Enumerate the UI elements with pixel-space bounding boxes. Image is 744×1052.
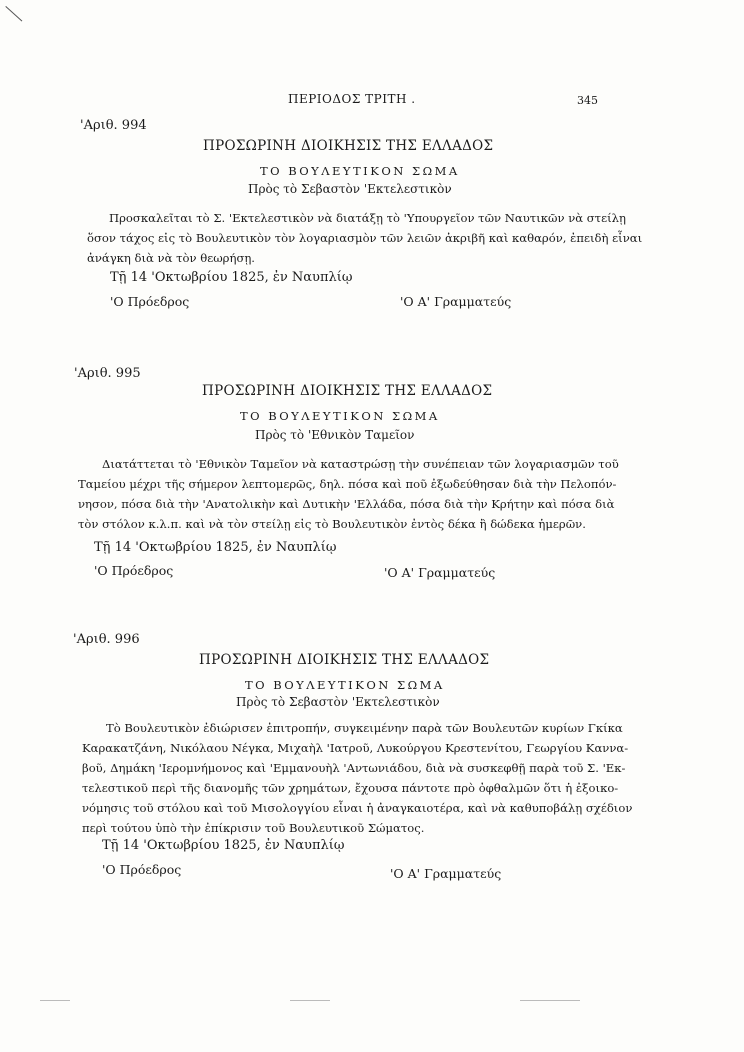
signature-president: 'Ο Πρόεδρος: [94, 563, 174, 578]
signature-president: 'Ο Πρόεδρος: [102, 862, 182, 877]
issuing-body: ΤΟ ΒΟΥΛΕΥΤΙΚΟΝ ΣΩΜΑ: [260, 164, 460, 178]
document-title: ΠΡΟΣΩΡΙΝΗ ΔΙΟΙΚΗΣΙΣ ΤΗΣ ΕΛΛΑΔΟΣ: [203, 138, 494, 154]
text-line: τὸν στόλον κ.λ.π. καὶ νὰ τὸν στείλῃ εἰς τὸ Βουλευτικὸν ἐντὸς δέκα ἢ δώδεκα ἡμερῶν.: [78, 517, 586, 531]
text-line: νησον, πόσα διὰ τὴν 'Ανατολικὴν καὶ Δυτικὴν 'Ελλάδα, πόσα διὰ τὴν Κρήτην καὶ πόσα διὰ: [78, 497, 615, 511]
text-line: Ταμείου μέχρι τῆς σήμερον λεπτομερῶς, δηλ. πόσα καὶ ποῦ ἐξωδεύθησαν διὰ τὴν Πελοπόν-: [78, 477, 617, 491]
document-text: [82, 718, 633, 838]
text-line: ὅσον τάχος εἰς τὸ Βουλευτικὸν τὸν λογαριασμὸν τῶν λειῶν ἀκριβῆ καὶ καθαρόν, ἐπειδὴ εἶναι: [87, 231, 643, 245]
text-line: ἀνάγκη διὰ νὰ τὸν θεωρήσῃ.: [87, 251, 255, 265]
document-text: [78, 454, 619, 534]
document-date: Τῇ 14 'Οκτωβρίου 1825, ἐν Ναυπλίῳ: [94, 540, 337, 555]
document-number: 'Αριθ. 994: [80, 118, 147, 133]
text-line: Καρακατζάνη, Νικόλαου Νέγκα, Μιχαὴλ 'Ιατροῦ, Λυκούργου Κρεστενίτου, Γεωργίου Καννα-: [82, 741, 629, 755]
document-date: Τῇ 14 'Οκτωβρίου 1825, ἐν Ναυπλίῳ: [102, 838, 345, 853]
text-line: Διατάττεται τὸ 'Εθνικὸν Ταμεῖον νὰ καταστρώσῃ τὴν συνέπειαν τῶν λογαριασμῶν τοῦ: [102, 457, 619, 471]
text-line: περὶ τούτου ὑπὸ τὴν ἐπίκρισιν τοῦ Βουλευτικοῦ Σώματος.: [82, 821, 425, 835]
document-title: ΠΡΟΣΩΡΙΝΗ ΔΙΟΙΚΗΣΙΣ ΤΗΣ ΕΛΛΑΔΟΣ: [202, 383, 493, 399]
scan-speck: [520, 1000, 580, 1001]
signature-secretary: 'Ο Α' Γραμματεύς: [400, 294, 512, 309]
scan-speck: [40, 1000, 70, 1001]
text-line: Τὸ Βουλευτικὸν ἐδιώρισεν ἐπιτροπήν, συγκειμένην παρὰ τῶν Βουλευτῶν κυρίων Γκίκα: [106, 721, 623, 735]
signature-secretary: 'Ο Α' Γραμματεύς: [390, 866, 502, 881]
document-title: ΠΡΟΣΩΡΙΝΗ ΔΙΟΙΚΗΣΙΣ ΤΗΣ ΕΛΛΑΔΟΣ: [199, 652, 490, 668]
addressee: Πρὸς τὸ Σεβαστὸν 'Εκτελεστικὸν: [248, 182, 452, 196]
text-line: Προσκαλεῖται τὸ Σ. 'Εκτελεστικὸν νὰ διατάξῃ τὸ 'Υπουργεῖον τῶν Ναυτικῶν νὰ στείλῃ: [109, 211, 626, 225]
signature-president: 'Ο Πρόεδρος: [110, 294, 190, 309]
addressee: Πρὸς τὸ Σεβαστὸν 'Εκτελεστικὸν: [236, 695, 440, 709]
page-number: 345: [577, 94, 598, 107]
scan-speck: [290, 1000, 330, 1001]
issuing-body: ΤΟ ΒΟΥΛΕΥΤΙΚΟΝ ΣΩΜΑ: [245, 678, 445, 692]
text-line: τελεστικοῦ περὶ τῆς διανομῆς τῶν χρημάτων, ἔχουσα πάντοτε πρὸ ὀφθαλμῶν ὅτι ἡ ἐξοικο-: [82, 781, 619, 795]
addressee: Πρὸς τὸ 'Εθνικὸν Ταμεῖον: [255, 428, 415, 442]
document-text: [87, 208, 643, 268]
document-number: 'Αριθ. 995: [74, 366, 141, 381]
running-title: ΠΕΡΙΟΔΟΣ ΤΡΙΤΗ .: [288, 92, 416, 106]
signature-secretary: 'Ο Α' Γραμματεύς: [384, 565, 496, 580]
scan-mark: [5, 6, 22, 21]
text-line: βοῦ, Δημάκη 'Ιερομνήμονος καὶ 'Εμμανουὴλ 'Αντωνιάδου, διὰ νὰ συσκεφθῇ παρὰ τοῦ Σ. 'Εκ-: [82, 761, 626, 775]
issuing-body: ΤΟ ΒΟΥΛΕΥΤΙΚΟΝ ΣΩΜΑ: [240, 409, 440, 423]
document-date: Τῇ 14 'Οκτωβρίου 1825, ἐν Ναυπλίῳ: [110, 270, 353, 285]
document-number: 'Αριθ. 996: [73, 632, 140, 647]
text-line: νόμησις τοῦ στόλου καὶ τοῦ Μισολογγίου εἶναι ἡ ἀναγκαιοτέρα, καὶ νὰ καθυποβάλῃ σχέδιον: [82, 801, 633, 815]
